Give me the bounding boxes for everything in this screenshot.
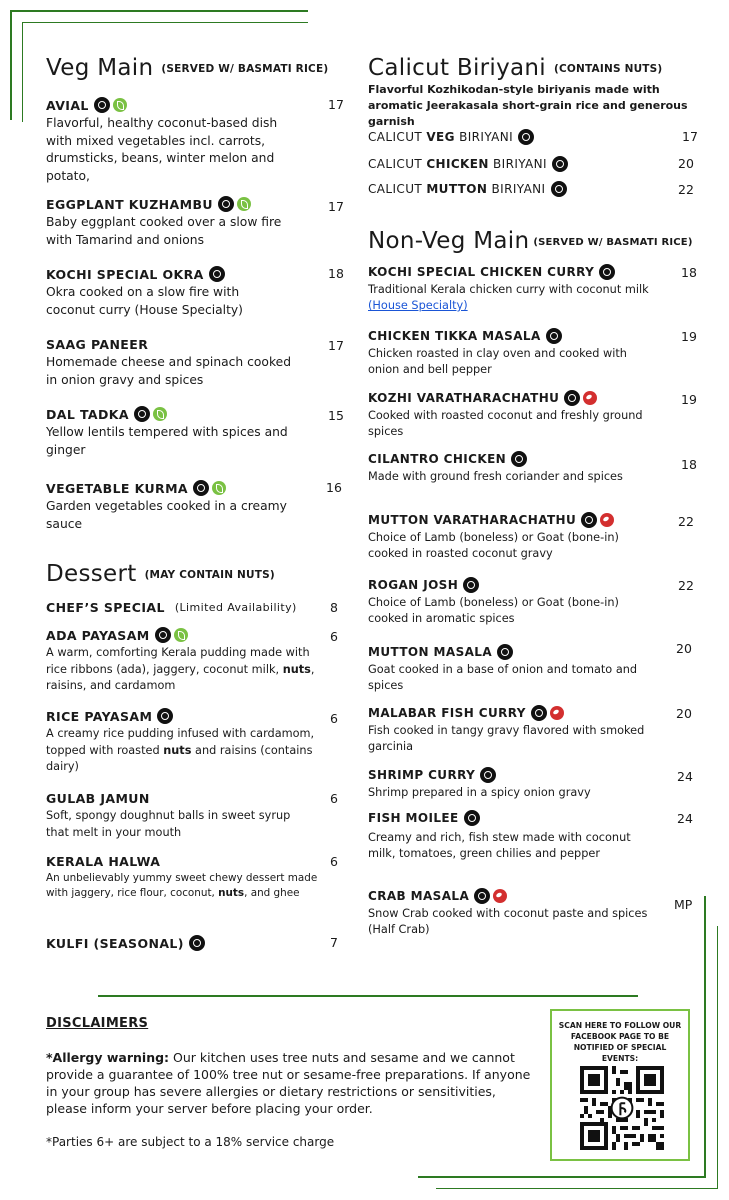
item-price: 18 [681, 457, 697, 472]
item-description: Creamy and rich, fish stew made with coconut milk, tomatoes, green chilies and pepper [368, 831, 631, 860]
vegan-leaf-icon [174, 628, 188, 642]
item-description: Baby eggplant cooked over a slow fire with Tamarind and onions [46, 215, 282, 247]
menu-item-kozhi-varatharachathu [368, 390, 648, 440]
biriyani-note: (CONTAINS NUTS) [553, 63, 663, 75]
tree-nut-icon [463, 577, 479, 593]
item-price: 18 [328, 266, 344, 281]
item-name: FISH MOILEE [368, 811, 459, 825]
item-price: 7 [330, 935, 338, 950]
item-name: ROGAN JOSH [368, 578, 459, 592]
item-price: 22 [678, 182, 694, 197]
menu-item-chefs-special [46, 600, 326, 615]
item-description: Goat cooked in a base of onion and tomato and spices [368, 663, 638, 692]
item-description: Homemade cheese and spinach cooked in onion gravy and spices [46, 355, 292, 387]
dessert-heading [46, 561, 275, 587]
tree-nut-icon [581, 512, 597, 528]
item-price: 24 [677, 811, 693, 826]
menu-item-fish-moilee [368, 810, 658, 862]
nonveg-main-heading [368, 228, 693, 254]
tree-nut-icon [546, 328, 562, 344]
item-price: 24 [677, 769, 693, 784]
menu-item-kochi-special-okra [46, 266, 291, 319]
item-name: KOCHI SPECIAL CHICKEN CURRY [368, 265, 595, 279]
item-description: Soft, spongy doughnut balls in sweet syrup that melt in your mouth [46, 809, 291, 839]
qr-panel [550, 1009, 690, 1161]
item-description: Cooked with roasted coconut and freshly ground spices [368, 409, 643, 438]
item-price: 15 [328, 408, 344, 423]
allergy-warning: *Allergy warning: Our kitchen uses tree nuts and sesame and we cannot provide a guarantee of 100% tree nut or sesame-free preparations. If anyone in your group has severe allergies or dietary restrictions or sensitivities, please inform your server before placing your order. [46, 1050, 531, 1116]
item-description: A creamy rice pudding infused with cardamom, topped with roasted nuts and raisins (contains dairy) [46, 727, 315, 773]
chili-pepper-icon [493, 889, 507, 903]
item-description: An unbelievably yummy sweet chewy dessert made with jaggery, rice flour, coconut, nuts, and ghee [46, 872, 318, 899]
menu-item-mutton-varatharachathu [368, 512, 658, 562]
menu-item-ada-payasam [46, 627, 316, 695]
item-name: RICE PAYASAM [46, 708, 153, 724]
divider-line [98, 995, 638, 997]
item-name: MALABAR FISH CURRY [368, 706, 526, 720]
item-description: Yellow lentils tempered with spices and ginger [46, 425, 288, 457]
nonveg-main-title: Non-Veg Main [368, 228, 530, 254]
frame-line-left [10, 10, 12, 120]
tree-nut-icon [474, 888, 490, 904]
menu-item-shrimp-curry [368, 767, 658, 801]
item-name: EGGPLANT KUZHAMBU [46, 196, 213, 212]
item-price: 20 [676, 706, 692, 721]
vegan-leaf-icon [153, 407, 167, 421]
menu-item-calicut-veg-biriyani: CALICUT VEG BIRIYANI [368, 129, 537, 145]
service-charge-note: *Parties 6+ are subject to a 18% service charge [46, 1135, 335, 1149]
tree-nut-icon [511, 451, 527, 467]
item-name: GULAB JAMUN [46, 791, 150, 806]
item-name: SAAG PANEER [46, 337, 149, 352]
biriyani-heading [368, 55, 662, 81]
disclaimers-title: DISCLAIMERS [46, 1016, 149, 1031]
item-description: Chicken roasted in clay oven and cooked with onion and bell pepper [368, 347, 627, 376]
item-description: Fish cooked in tangy gravy flavored with smoked garcinia [368, 724, 645, 753]
menu-item-mutton-masala [368, 644, 658, 694]
item-price: 22 [678, 514, 694, 529]
frame-line-left-inner [22, 22, 23, 122]
tree-nut-icon [552, 156, 568, 172]
item-description: A warm, comforting Kerala pudding made with rice ribbons (ada), jaggery, coconut milk, nuts, raisins, and cardamom [46, 646, 315, 692]
item-name: VEGETABLE KURMA [46, 480, 188, 496]
item-description: Okra cooked on a slow fire with coconut curry (House Specialty) [46, 285, 243, 317]
veg-main-heading [46, 55, 328, 81]
item-description: Made with ground fresh coriander and spices [368, 470, 623, 483]
item-name: AVIAL [46, 97, 89, 113]
tree-nut-icon [157, 708, 173, 724]
item-price: 18 [681, 265, 697, 280]
menu-item-kochi-special-chicken-curry [368, 264, 668, 314]
item-description: Shrimp prepared in a spicy onion gravy [368, 786, 591, 799]
item-price: 17 [328, 199, 344, 214]
item-price: MP [674, 897, 693, 912]
nonveg-main-note: (SERVED W/ BASMATI RICE) [533, 237, 693, 248]
tree-nut-icon [518, 129, 534, 145]
item-description: Choice of Lamb (boneless) or Goat (bone-in) cooked in aromatic spices [368, 596, 619, 625]
item-name: CILANTRO CHICKEN [368, 452, 507, 466]
frame-line-top-inner [22, 22, 308, 23]
item-price: 6 [330, 629, 338, 644]
menu-item-calicut-mutton-biriyani: CALICUT MUTTON BIRIYANI [368, 181, 570, 197]
vegan-leaf-icon [212, 481, 226, 495]
dessert-note: (MAY CONTAIN NUTS) [144, 569, 275, 581]
dessert-title: Dessert [46, 561, 137, 587]
menu-item-avial [46, 97, 286, 185]
tree-nut-icon [134, 406, 150, 422]
tree-nut-icon [209, 266, 225, 282]
tree-nut-icon [193, 480, 209, 496]
chili-pepper-icon [550, 706, 564, 720]
frame-line-right-inner [717, 926, 718, 1188]
menu-item-rogan-josh [368, 577, 658, 627]
biriyani-subtitle: Flavorful Kozhikodan-style biriyanis made with aromatic Jeerakasala short-grain rice and generous garnish [368, 83, 688, 128]
item-name: KERALA HALWA [46, 854, 161, 869]
menu-item-rice-payasam [46, 708, 316, 776]
menu-item-malabar-fish-curry [368, 705, 658, 755]
menu-item-dal-tadka [46, 406, 291, 459]
vegan-leaf-icon [237, 197, 251, 211]
item-price: 17 [328, 338, 344, 353]
item-price: 19 [681, 329, 697, 344]
tree-nut-icon [564, 390, 580, 406]
menu-item-kerala-halwa [46, 854, 321, 901]
tree-nut-icon [531, 705, 547, 721]
qr-caption: SCAN HERE TO FOLLOW OUR FACEBOOK PAGE TO BE NOTIFIED OF SPECIAL EVENTS: [558, 1021, 682, 1063]
item-price: 16 [326, 480, 342, 495]
veg-main-note: (SERVED W/ BASMATI RICE) [161, 63, 329, 75]
item-price: 17 [328, 97, 344, 112]
item-name: SHRIMP CURRY [368, 768, 476, 782]
menu-item-crab-masala [368, 888, 658, 938]
chili-pepper-icon [583, 391, 597, 405]
item-name: KOZHI VARATHARACHATHU [368, 391, 560, 405]
frame-line-bottom-inner [436, 1188, 718, 1189]
tree-nut-icon [464, 810, 480, 826]
frame-line-bottom [418, 1176, 706, 1178]
menu-item-gulab-jamun [46, 791, 316, 841]
tree-nut-icon [551, 181, 567, 197]
veg-main-title: Veg Main [46, 55, 154, 81]
vegan-leaf-icon [113, 98, 127, 112]
item-name: CHEF’S SPECIAL [46, 600, 165, 615]
item-name: ADA PAYASAM [46, 627, 150, 643]
item-description: Traditional Kerala chicken curry with coconut milk (House Specialty) [368, 283, 649, 312]
menu-item-calicut-chicken-biriyani: CALICUT CHICKEN BIRIYANI [368, 156, 571, 172]
item-description: Choice of Lamb (boneless) or Goat (bone-in) cooked in roasted coconut gravy [368, 531, 619, 560]
item-price: 8 [330, 600, 338, 615]
item-name: MUTTON VARATHARACHATHU [368, 513, 577, 527]
tree-nut-icon [480, 767, 496, 783]
chili-pepper-icon [600, 513, 614, 527]
tree-nut-icon [218, 196, 234, 212]
house-specialty-link[interactable]: (House Specialty) [368, 299, 468, 312]
tree-nut-icon [94, 97, 110, 113]
frame-line-right [704, 896, 706, 1176]
item-price: 6 [330, 711, 338, 726]
menu-item-cilantro-chicken [368, 451, 648, 485]
tree-nut-icon [189, 935, 205, 951]
item-name: MUTTON MASALA [368, 645, 493, 659]
biriyani-title: Calicut Biriyani [368, 55, 546, 81]
item-name: KOCHI SPECIAL OKRA [46, 266, 204, 282]
availability-note: (Limited Availability) [174, 601, 297, 614]
menu-item-vegetable-kurma [46, 480, 291, 533]
item-name: KULFI (SEASONAL) [46, 935, 184, 951]
menu-item-chicken-tikka-masala [368, 328, 658, 378]
tree-nut-icon [599, 264, 615, 280]
item-name: CHICKEN TIKKA MASALA [368, 329, 541, 343]
menu-item-kulfi [46, 935, 316, 951]
item-price: 19 [681, 392, 697, 407]
item-price: 20 [676, 641, 692, 656]
item-description: Flavorful, healthy coconut-based dish with mixed vegetables incl. carrots, drumsticks, beans, winter melon and potato, [46, 116, 278, 183]
item-price: 22 [678, 578, 694, 593]
item-price: 17 [682, 129, 698, 144]
item-name: CRAB MASALA [368, 889, 470, 903]
facebook-qr-code[interactable] [580, 1066, 664, 1150]
item-price: 20 [678, 156, 694, 171]
item-price: 6 [330, 854, 338, 869]
tree-nut-icon [155, 627, 171, 643]
frame-line-top [10, 10, 308, 12]
item-description: Snow Crab cooked with coconut paste and spices (Half Crab) [368, 907, 648, 936]
item-name: DAL TADKA [46, 406, 129, 422]
tree-nut-icon [497, 644, 513, 660]
item-price: 6 [330, 791, 338, 806]
menu-item-saag-paneer [46, 337, 291, 389]
item-description: Garden vegetables cooked in a creamy sauce [46, 499, 287, 531]
menu-item-eggplant-kuzhambu [46, 196, 291, 249]
